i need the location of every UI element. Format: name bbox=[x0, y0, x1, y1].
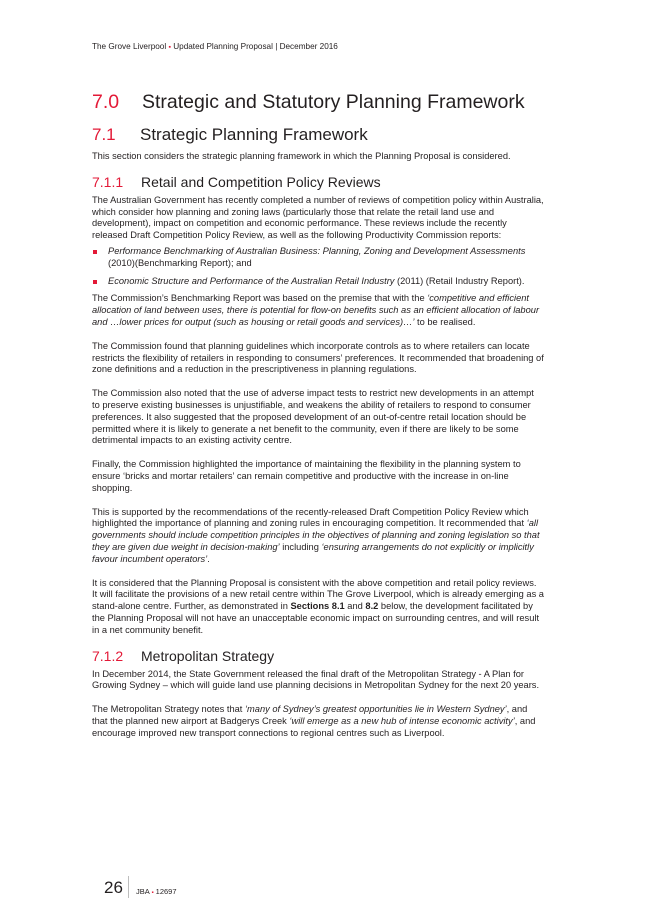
list-item bbox=[92, 246, 544, 270]
paragraph: In December 2014, the State Government released the final draft of the Metropolitan Strategy - A Plan for Growing Sydney – which will guide land use planning decisions in Metropolitan Sydney for the next 20 years. bbox=[92, 668, 540, 691]
section-7-1-1-heading bbox=[92, 173, 544, 191]
paragraph: Finally, the Commission highlighted the importance of maintaining the flexibility in the planning system to ensure ‘bricks and mortar retailers’ can remain competitive and productive with the increase in on-line shopping. bbox=[92, 459, 521, 493]
footer-job-number: 12697 bbox=[155, 887, 177, 896]
running-header bbox=[92, 42, 338, 51]
section-7-1-title: Strategic Planning Framework bbox=[140, 125, 368, 144]
report-title: Performance Benchmarking of Australian Business: Planning, Zoning and Development Assessments bbox=[108, 245, 526, 256]
paragraph bbox=[92, 578, 544, 637]
quote: ‘all governments should include competition principles in the objectives of planning and zoning legislation so that they are given due weight in decision-making’ bbox=[92, 518, 540, 552]
text-run: including bbox=[279, 541, 322, 552]
section-7-0-number: 7.0 bbox=[92, 91, 120, 113]
section-7-1-heading bbox=[92, 124, 544, 146]
text-run: to be realised. bbox=[414, 316, 476, 327]
list-item bbox=[92, 276, 544, 288]
footer-org: JBA bbox=[136, 887, 150, 896]
paragraph bbox=[92, 704, 544, 739]
section-7-1-2-heading bbox=[92, 647, 544, 665]
square-bullet-icon bbox=[93, 250, 97, 254]
report-title: Economic Structure and Performance of the Australian Retail Industry bbox=[108, 275, 395, 286]
text-run: and bbox=[344, 601, 366, 612]
header-separator-icon: ▪ bbox=[168, 44, 171, 51]
main-content bbox=[92, 90, 544, 751]
paragraph: The Commission also noted that the use of adverse impact tests to restrict new developments in an attempt to preserve existing businesses is unjustifiable, and weakens the ability of retailers to respond to consumer preferences. It also suggested that the proposed development of an out-of-centre retail location should be permitted where it is likely to generate a net benefit to the community, even if there are likely to be some detrimental impacts to an existing activity centre. bbox=[92, 388, 534, 446]
section-7-1-1-number: 7.1.1 bbox=[92, 173, 124, 190]
text-run: The Metropolitan Strategy notes that bbox=[92, 704, 245, 715]
quote: ‘many of Sydney’s greatest opportunities lie in Western Sydney’ bbox=[244, 704, 507, 715]
text-run: below, the development facilitated by the Planning Proposal will not have an unacceptable economic impact on surrounding centres, and will result in a net community benefit. bbox=[92, 601, 540, 635]
section-7-1-2-number: 7.1.2 bbox=[92, 647, 124, 664]
section-7-0-heading bbox=[92, 90, 544, 114]
paragraph: The Commission found that planning guidelines which incorporate controls as to where retailers can locate restricts the flexibility of retailers in responding to consumers’ preferences. It recommended that broadening of zone definitions and a reduction in the prescriptiveness in planning regulations. bbox=[92, 340, 544, 375]
text-run: The Commission’s Benchmarking Report was based on the premise that with the bbox=[92, 293, 428, 304]
footer-reference bbox=[136, 887, 177, 896]
section-7-0-title: Strategic and Statutory Planning Framework bbox=[142, 91, 525, 113]
header-doc-title: Updated Planning Proposal | December 2016 bbox=[173, 42, 338, 51]
page-number: 26 bbox=[104, 878, 123, 897]
paragraph: The Australian Government has recently completed a number of reviews of competition policy within Australia, which consider how planning and zoning laws (particularly those that relate the retail land use and development), impact on competition and economic performance. These reviews include the recently released Draft Competition Policy Review, as well as the following Productivity Commission reports: bbox=[92, 194, 544, 241]
report-details: (2010)(Benchmarking Report); and bbox=[108, 257, 252, 268]
footer-divider bbox=[128, 876, 129, 898]
section-7-1-2-title: Metropolitan Strategy bbox=[141, 647, 275, 664]
section-7-1-number: 7.1 bbox=[92, 125, 116, 144]
footer-separator-icon: ▪ bbox=[151, 890, 154, 896]
text-run: . bbox=[207, 553, 210, 564]
section-7-1-1-title: Retail and Competition Policy Reviews bbox=[141, 173, 381, 190]
quote: ‘ensuring arrangements do not explicitly or implicitly favour incumbent operators’ bbox=[92, 541, 534, 564]
paragraph bbox=[92, 293, 544, 328]
bullet-list bbox=[92, 246, 544, 287]
section-7-1-intro: This section considers the strategic planning framework in which the Planning Proposal is considered. bbox=[92, 151, 511, 161]
text-run: , and that the planned new airport at Badgerys Creek bbox=[92, 704, 528, 726]
square-bullet-icon bbox=[93, 280, 97, 284]
report-details: (2011) (Retail Industry Report). bbox=[394, 275, 525, 286]
text-run: , and encourage improved new transport connections to regional centres such as Liverpool. bbox=[92, 715, 536, 738]
quote: ‘competitive and efficient allocation of land between uses, there is potential for flow-on benefits such as an efficient allocation of labour and …lower prices for output (such as housing or retail goods and services)…’ bbox=[92, 293, 540, 327]
text-run: It is considered that the Planning Proposal is consistent with the above competition and retail policy reviews. It will facilitate the provisions of a new retail centre within The Grove Liverpool, which is already emerging as a stand-alone centre. Further, as demonstrated in bbox=[92, 577, 544, 612]
quote: ‘will emerge as a new hub of intense economic activity’ bbox=[289, 715, 515, 726]
section-reference: Sections 8.1 bbox=[290, 601, 345, 612]
text-run: This is supported by the recommendations of the recently-released Draft Competition Policy Review which highlighted the importance of planning and zoning rules in encouraging competition. It recommended that bbox=[92, 506, 529, 529]
header-project: The Grove Liverpool bbox=[92, 42, 167, 51]
paragraph bbox=[92, 507, 544, 566]
section-reference: 8.2 bbox=[365, 601, 379, 612]
